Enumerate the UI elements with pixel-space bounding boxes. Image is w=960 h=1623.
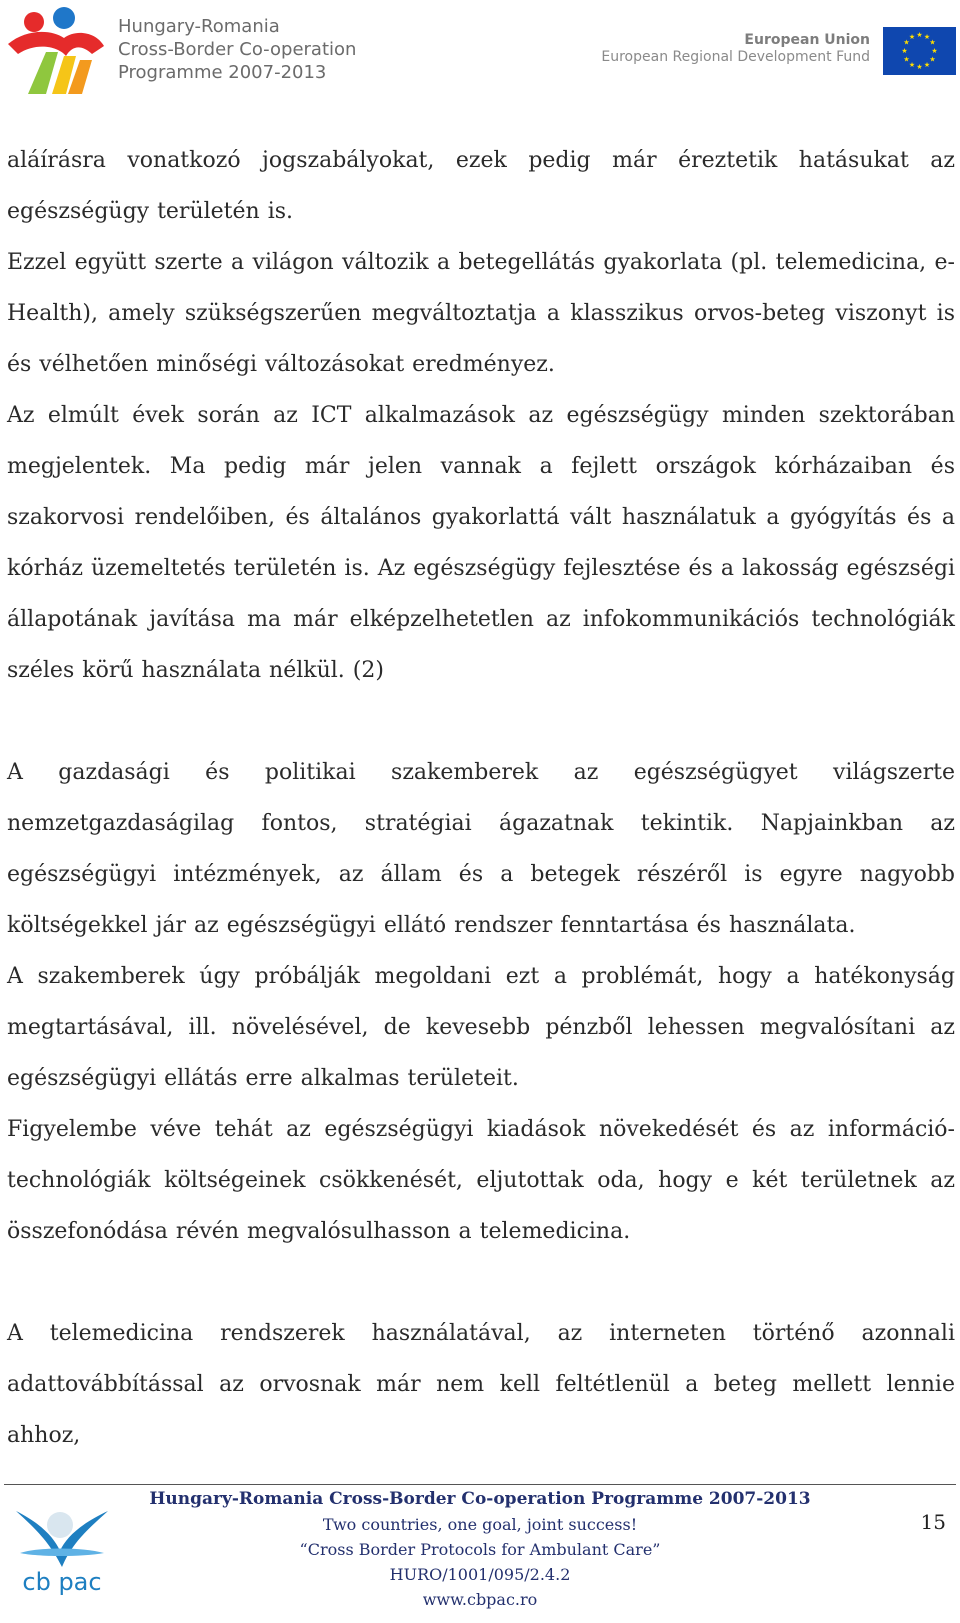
paragraph: aláírásra vonatkozó jogszabályokat, ezek pedig már éreztetik hatásukat az egészségügy területén is. — [7, 148, 955, 224]
eu-flag-icon — [883, 27, 956, 75]
footer-project: “Cross Border Protocols for Ambulant Care” — [299, 1540, 661, 1559]
page-number: 15 — [920, 1510, 946, 1534]
footer-website: www.cbpac.ro — [422, 1590, 538, 1609]
svg-text:★: ★ — [929, 55, 936, 64]
svg-text:★: ★ — [908, 61, 916, 69]
svg-text:★: ★ — [923, 33, 931, 41]
footer-slogan: Two countries, one goal, joint success! — [322, 1515, 638, 1534]
programme-line-3: Programme 2007-2013 — [118, 62, 327, 83]
svg-text:★: ★ — [908, 33, 916, 41]
footer-code: HURO/1001/095/2.4.2 — [389, 1565, 571, 1584]
paragraph: Figyelembe véve tehát az egészségügyi kiadások növekedését és az információ-technológiák költségeinek csökkenését, eljutottak oda, hogy e két területnek az összefonódása révén megvalósulhasson a telemedicina. — [7, 1117, 955, 1244]
paragraph: Az elmúlt évek során az ICT alkalmazások az egészségügy minden szektorában megjelentek. Ma pedig már jelen vannak a fejlett országok kórházaiban és szakorvosi rendelőiben, és általános gyakorlattá vált használatuk a gyógyítás és a kórház üzemeltetés területén is. Az egészségügy fejlesztése és a lakosság egészségi állapotának javítása ma már elképzelhetetlen az infokommunikációs technológiák széles körű használata nélkül. (2) — [7, 403, 955, 683]
svg-text:★: ★ — [901, 47, 908, 55]
page-header — [0, 0, 960, 110]
paragraph: A gazdasági és politikai szakemberek az egészségügyet világszerte nemzetgazdaságilag fontos, stratégiai ágazatnak tekintik. Napjainkban az egészségügyi intézmények, az állam és a betegek részéről is egyre nagyobb költségekkel jár az egészségügyi ellátó rendszer fenntartása és használata. — [7, 760, 955, 938]
svg-text:★: ★ — [931, 47, 938, 55]
paragraph: A szakemberek úgy próbálják megoldani ezt a problémát, hogy a hatékonyság megtartásával, ill. növelésével, de kevesebb pénzből lehessen megvalósítani az egészségügyi ellátás erre alkalmas területeit. — [7, 964, 955, 1091]
hungary-romania-programme-logo — [6, 4, 106, 96]
programme-name — [118, 15, 356, 84]
svg-text:★: ★ — [916, 63, 923, 71]
footer-divider — [4, 1484, 956, 1485]
eu-subtitle: European Regional Development Fund — [601, 49, 870, 65]
svg-text:★: ★ — [916, 31, 923, 39]
cbpac-logo — [10, 1493, 114, 1595]
programme-line-1: Hungary-Romania — [118, 16, 280, 37]
programme-line-2: Cross-Border Co-operation — [118, 39, 357, 60]
svg-text:★: ★ — [903, 38, 910, 47]
paragraph: Ezzel együtt szerte a világon változik a betegellátás gyakorlata (pl. telemedicina, e-Health), amely szükségszerűen megváltoztatja a klasszikus orvos-beteg viszonyt is és vélhetően minőségi változásokat eredményez. — [7, 250, 955, 377]
footer-info — [130, 1487, 830, 1612]
eu-label — [601, 32, 870, 66]
footer-programme: Hungary-Romania Cross-Border Co-operation Programme 2007-2013 — [149, 1489, 811, 1509]
eu-title: European Union — [744, 32, 870, 48]
svg-text:★: ★ — [929, 38, 936, 47]
document-body — [7, 135, 955, 1461]
svg-text:★: ★ — [923, 61, 931, 69]
svg-text:★: ★ — [903, 55, 910, 64]
paragraph: A telemedicina rendszerek használatával, az interneten történő azonnali adattovábbítással az orvosnak már nem kell feltétlenül a beteg mellett lennie ahhoz, — [7, 1321, 955, 1448]
svg-text:cb pac: cb pac — [22, 1568, 102, 1595]
